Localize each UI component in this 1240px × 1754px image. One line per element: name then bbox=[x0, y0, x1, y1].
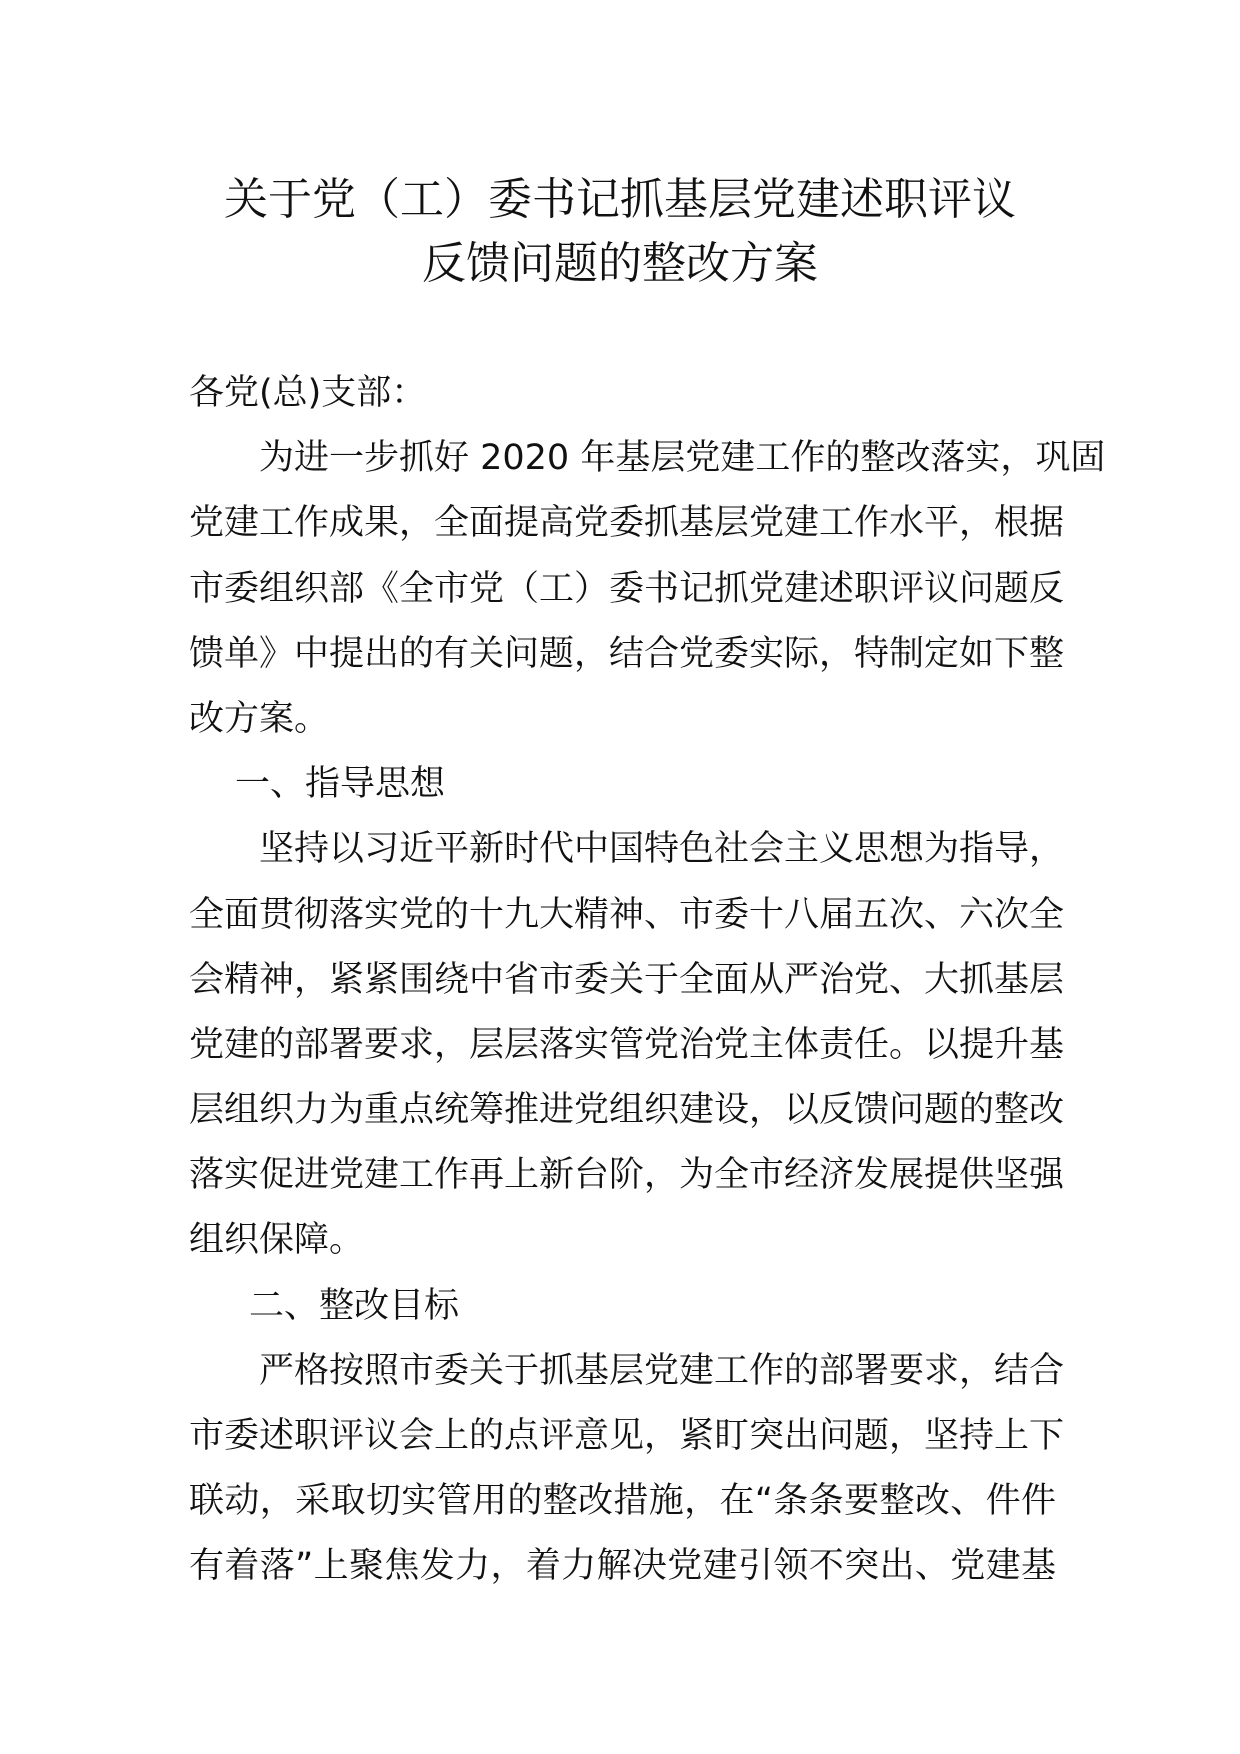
document-title bbox=[0, 168, 1240, 296]
title-line: 反馈问题的整改方案 bbox=[422, 238, 818, 289]
text-line: 落实促进党建工作再上新台阶，为全市经济发展提供坚强 bbox=[189, 1155, 1065, 1196]
text-line: 党建的部署要求，层层落实管党治党主体责任。以提升基 bbox=[189, 1024, 1065, 1065]
paragraph-goals bbox=[189, 1339, 1065, 1600]
paragraph-guiding-thought bbox=[189, 817, 1065, 1273]
text-line: 市委组织部《全市党（工）委书记抓党建述职评议问题反 bbox=[189, 568, 1065, 609]
text-line: 市委述职评议会上的点评意见，紧盯突出问题，坚持上下 bbox=[189, 1416, 1065, 1456]
text-line: 有着落”上聚焦发力，着力解决党建引领不突出、党建基 bbox=[189, 1546, 1056, 1587]
text-line: 组织保障。 bbox=[189, 1220, 365, 1261]
section-heading: 二、整改目标 bbox=[249, 1285, 460, 1326]
text-line: 联动，采取切实管用的整改措施，在“条条要整改、件件 bbox=[189, 1481, 1056, 1522]
document-body bbox=[189, 361, 1106, 1600]
title-line: 关于党（工）委书记抓基层党建述职评议 bbox=[224, 174, 1016, 225]
text-line: 全面贯彻落实党的十九大精神、市委十八届五次、六次全 bbox=[189, 894, 1065, 935]
section-heading: 一、指导思想 bbox=[235, 764, 446, 805]
salutation: 各党(总)支部： bbox=[189, 373, 427, 413]
text-line: 馈单》中提出的有关问题，结合党委实际，特制定如下整 bbox=[189, 633, 1065, 674]
text-line: 党建工作成果，全面提高党委抓基层党建工作水平，根据 bbox=[189, 503, 1065, 544]
text-line: 改方案。 bbox=[189, 698, 330, 739]
text-line: 会精神，紧紧围绕中省市委关于全面从严治党、大抓基层 bbox=[189, 959, 1065, 1000]
text-line: 为进一步抓好 2020 年基层党建工作的整改落实，巩固 bbox=[259, 438, 1106, 479]
text-line: 严格按照市委关于抓基层党建工作的部署要求，结合 bbox=[259, 1350, 1065, 1391]
paragraph-intro bbox=[189, 426, 1106, 752]
text-line: 层组织力为重点统筹推进党组织建设，以反馈问题的整改 bbox=[189, 1090, 1065, 1131]
text-line: 坚持以习近平新时代中国特色社会主义思想为指导， bbox=[259, 829, 1065, 870]
